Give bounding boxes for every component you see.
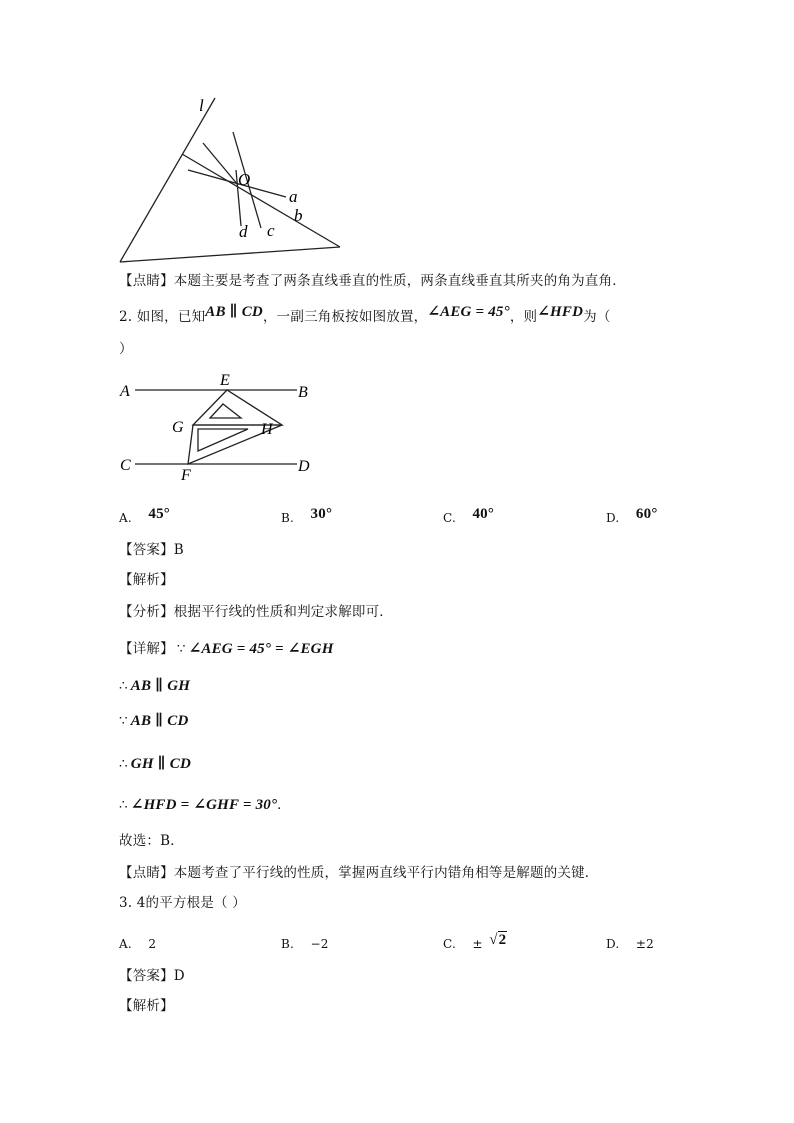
label-b: b [294,206,303,225]
q2-detail-line2 [119,677,190,695]
base-line [120,247,340,262]
label-c: c [267,221,275,240]
q2-option-a-value: 45° [148,506,170,522]
q2-math-hfd: ∠HFD [537,304,584,320]
q2-detail-line3 [119,712,188,730]
q3-option-c-letter: C. [443,937,456,951]
label-c: C [120,457,131,474]
q3-option-b-value: −2 [310,937,329,951]
q2-step5-end: ． [277,797,291,813]
figure-parallel-set-squares [115,368,325,486]
q3-option-a-letter: A. [119,937,132,951]
label-a: A [120,383,130,400]
q2-option-d-value: 60° [635,506,658,522]
figure-rays-from-o [110,90,360,270]
q2-step3: AB ∥ CD [130,713,189,729]
therefore-symbol: ∴ [119,756,128,772]
q2-math-angle: ∠AEG = 45° [427,304,510,320]
set-square-45-inner [210,404,241,418]
q3-option-b-letter: B. [281,937,295,951]
q3-option-c [443,932,507,953]
q2-analysis: 【分析】根据平行线的性质和判定求解即可． [119,604,393,620]
q2-step5: ∠HFD = ∠GHF = 30° [130,797,278,813]
q3-option-c-radicand: 2 [498,932,507,948]
label-l: l [199,96,204,115]
q2-detail-line1 [119,640,334,658]
label-o: O [238,170,251,189]
q2-option-b [281,505,332,523]
q2-option-c-value: 40° [472,506,495,522]
label-e: E [220,372,230,389]
therefore-symbol: ∴ [119,797,128,813]
q2-option-c [443,505,494,523]
set-square-45 [193,390,282,425]
q3-option-b [281,935,329,953]
q2-detail-line5 [119,796,291,814]
q2-answer: 【答案】B [119,542,184,558]
q2-detail-line4 [119,755,191,773]
line-l [120,98,215,262]
q2-step4: GH ∥ CD [130,756,191,772]
ray-to-b [182,154,340,247]
q3-option-d-value: ±2 [635,937,655,951]
q3-option-d [606,935,654,953]
q2-option-c-letter: C. [443,511,456,525]
q2-stem [119,304,611,326]
therefore-symbol: ∴ [119,678,128,694]
q2-option-a [119,505,170,523]
label-d: d [239,222,248,241]
q3-option-c-prefix: ± [472,937,483,951]
q2-option-d [606,505,658,523]
label-f: F [181,467,191,484]
because-symbol: ∵ [176,641,186,657]
q2-stem-then: ，则 [509,309,538,325]
q2-option-b-value: 30° [310,506,333,522]
label-a: a [289,187,298,206]
q2-stem-prefix: 2. 如图，已知 [119,309,206,325]
q1-comment: 【点睛】本题主要是考查了两条直线垂直的性质，两条直线垂直其所夹的角为直角． [119,273,626,289]
q2-option-a-letter: A. [119,511,132,525]
q2-stem-suffix: 为（ [583,309,611,325]
q3-option-a [119,935,156,953]
set-square-30-inner [198,429,248,451]
q3-stem: 3. 4的平方根是（ ） [119,895,246,911]
q2-math-ab-cd: AB ∥ CD [205,304,263,320]
q3-option-a-value: 2 [148,937,157,951]
sqrt-icon: √ [489,932,498,948]
q2-detail-label: 【详解】 [119,641,174,657]
q2-choice: 故选：B． [119,833,184,849]
q2-stem-mid: ，一副三角板按如图放置， [262,309,428,325]
q3-option-d-letter: D. [606,937,620,951]
q2-step2: AB ∥ GH [130,678,191,694]
q2-comment: 【点睛】本题考查了平行线的性质，掌握两直线平行内错角相等是解题的关键． [119,865,599,881]
q3-analysis-title: 【解析】 [119,998,174,1014]
q3-answer: 【答案】D [119,968,185,984]
q2-step1: ∠AEG = 45° = ∠EGH [188,641,334,657]
label-d: D [298,458,310,475]
label-g: G [172,419,184,436]
q2-stem-close: ） [119,341,133,357]
label-h: H [261,421,273,438]
because-symbol: ∵ [119,713,128,729]
q2-option-d-letter: D. [606,511,620,525]
label-b: B [298,384,308,401]
q2-option-b-letter: B. [281,511,295,525]
q2-analysis-title: 【解析】 [119,572,174,588]
